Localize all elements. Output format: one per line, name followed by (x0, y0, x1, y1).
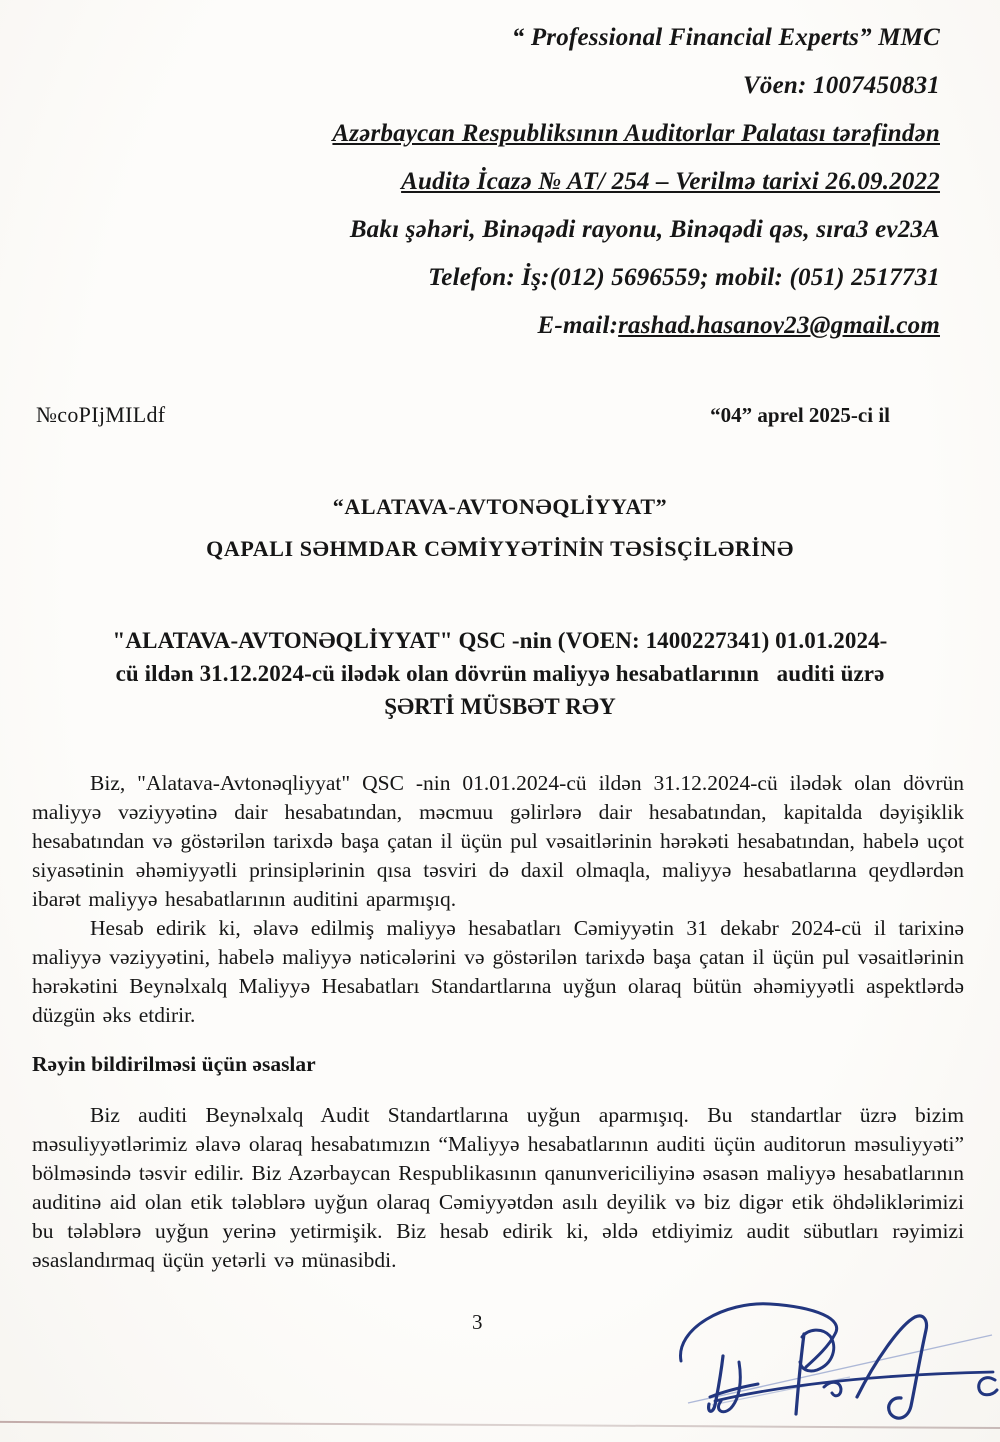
addressee-company: “ALATAVA-AVTONƏQLİYYAT” (332, 494, 668, 519)
email-label: E-mail: (537, 312, 619, 339)
paragraph-basis-for-opinion: Biz auditi Beynəlxalq Audit Standartlarına uyğun aparmışıq. Bu standartlar üzrə bizim məsuliyyətlərimiz əlavə olaraq hesabatımızın “Maliyyə hesabatlarının auditi üçün auditorun məsuliyyəti” bölməsində təsvir edilir. Biz Azərbaycan Respublikasının qanunvericiliyinə əsasən maliyyə hesabatlarının auditinə aid olan etik tələblərə uyğun olaraq Cəmiyyətdən asılı deyilik və biz digər etik öhdəliklərimizi bu tələblərə uyğun yerinə yetirmişik. Biz hesab edirik ki, əldə etdiyimiz audit sübutları rəyimizi əsaslandırmaq üçün yetərli və münasibdi. (32, 1103, 964, 1272)
report-title (32, 624, 968, 723)
addressee-founders: QAPALI SƏHMDAR CƏMİYYƏTİNİN TƏSİSÇİLƏRİNƏ (206, 536, 794, 561)
addressee-block (32, 486, 968, 570)
company-phone: Telefon: İş:(012) 5696559; mobil: (051) 2517731 (428, 264, 940, 291)
reference-row (32, 402, 968, 428)
company-name: “ Professional Financial Experts” MMC (511, 24, 940, 51)
company-voen: Vöen: 1007450831 (743, 72, 940, 99)
auditors-chamber-line: Azərbaycan Respubliksının Auditorlar Palatası tərəfindən (332, 120, 940, 147)
document-number: №coPIjMILdf (36, 402, 166, 427)
handwritten-signature (620, 1285, 1000, 1442)
section-heading-basis-for-opinion: Rəyin bildirilməsi üçün əsaslar (32, 1052, 316, 1076)
paragraph-opinion: Hesab edirik ki, əlavə edilmiş maliyyə hesabatları Cəmiyyətin 31 dekabr 2024-cü il tarixinə maliyyə vəziyyətini, habelə maliyyə nəticələrini və göstərilən tarixdə başa çatan il üçün pul vəsaitlərinin hərəkətini Beynəlxalq Maliyyə Hesabatları Standartlarına uyğun olaraq bütün əhəmiyyətli aspektlərdə düzgün əks etdirir. (32, 916, 964, 1027)
paragraph-audit-scope: Biz, "Alatava-Avtonəqliyyat" QSC -nin 01.01.2024-cü ildən 31.12.2024-cü ilədək olan dövrün maliyyə vəziyyətinə dair hesabatından, məcmuu gəlirlərə dair hesabatından, kapitalda dəyişiklik hesabatından və göstərilən tarixdə başa çatan il üçün pul vəsaitlərinin hərəkəti hesabatından, habelə uçot siyasətinin əhəmiyyətli prinsiplərinin qısa təsviri də daxil olmaqla, maliyyə hesabatlarına qeydlərdən ibarət maliyyə hesabatlarının auditini aparmışıq. (32, 771, 964, 911)
report-body (32, 769, 968, 1275)
company-address: Bakı şəhəri, Binəqədi rayonu, Binəqədi qəs, sıra3 ev23A (349, 216, 940, 243)
report-title-line-1: "ALATAVA-AVTONƏQLİYYAT" QSC -nin (VOEN: 1400227341) 01.01.2024- (112, 628, 888, 653)
report-title-line-2: cü ildən 31.12.2024-cü ilədək olan dövrün maliyyə hesabatlarının auditi üzrə (115, 661, 885, 686)
letterhead (32, 14, 968, 350)
audit-license-line: Auditə İcazə № AT/ 254 – Verilmə tarixi 26.09.2022 (401, 168, 940, 195)
document-date: “04” aprel 2025-ci il (710, 403, 890, 427)
page-number: 3 (472, 1310, 483, 1334)
company-email-line (32, 302, 940, 350)
report-title-line-3: ŞƏRTİ MÜSBƏT RƏY (384, 694, 616, 719)
email-address: rashad.hasanov23@gmail.com (618, 312, 940, 339)
